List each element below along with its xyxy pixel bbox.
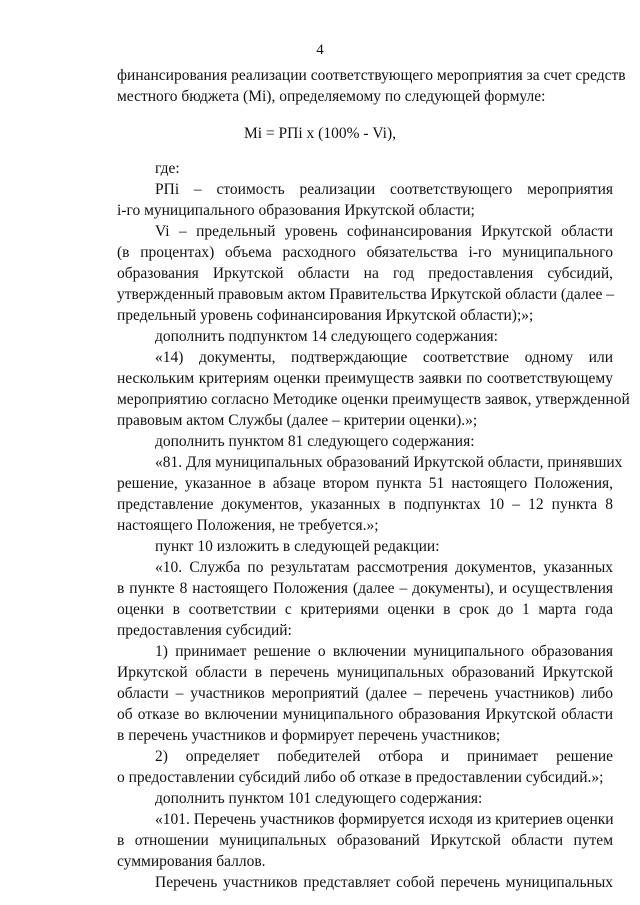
text-line: в перечень участников и формирует перечень участников; xyxy=(117,727,501,744)
text-line: о предоставлении субсидий либо об отказе в предоставлении субсидий.»; xyxy=(117,769,604,786)
text-line: представление документов, указанных в подпунктах 10 – 12 пункта 8 xyxy=(117,496,613,513)
text-line: (в процентах) объема расходного обязательства i-го муниципального xyxy=(117,244,613,261)
text-line: решение, указанное в абзаце втором пункта 51 настоящего Положения, xyxy=(117,475,613,492)
text-line: правовым актом Службы (далее – критерии оценки).»; xyxy=(117,412,478,429)
text-line: дополнить пунктом 101 следующего содержания: xyxy=(155,790,483,807)
text-line: Перечень участников представляет собой перечень муниципальных xyxy=(155,874,613,891)
text-line: утвержденный правовым актом Правительства Иркутской области (далее – xyxy=(117,286,615,303)
text-line: 2) определяет победителей отбора и принимает решение xyxy=(155,748,613,765)
text-line: дополнить подпунктом 14 следующего содержания: xyxy=(155,328,498,345)
text-line: «10. Служба по результатам рассмотрения документов, указанных xyxy=(155,559,613,576)
text-line: где: xyxy=(155,160,180,177)
text-line: нескольким критериям оценки преимуществ заявки по соответствующему xyxy=(117,370,613,387)
text-line: настоящего Положения, не требуется.»; xyxy=(117,517,379,534)
text-line: об отказе во включении муниципального образования Иркутской области xyxy=(117,706,613,723)
formula: Mi = РПi х (100% - Vi), xyxy=(243,125,397,142)
text-line: Иркутской области в перечень муниципальных образований Иркутской xyxy=(117,664,613,681)
text-line: i-го муниципального образования Иркутской области; xyxy=(117,202,475,219)
text-line: финансирования реализации соответствующего мероприятия за счет средств xyxy=(117,67,626,84)
text-line: предельный уровень софинансирования Иркутской области);»; xyxy=(117,307,534,324)
text-line: местного бюджета (Mi), определяемому по следующей формуле: xyxy=(117,88,546,105)
text-line: суммирования баллов. xyxy=(117,853,266,870)
page-number: 4 xyxy=(316,42,324,58)
text-line: дополнить пунктом 81 следующего содержания: xyxy=(155,433,475,450)
text-line: образования Иркутской области на год предоставления субсидий, xyxy=(117,265,613,282)
text-line: РПi – стоимость реализации соответствующего мероприятия xyxy=(155,181,613,198)
text-line: 1) принимает решение о включении муниципального образования xyxy=(155,643,613,660)
text-line: «101. Перечень участников формируется исходя из критериев оценки xyxy=(155,811,614,828)
text-line: мероприятию согласно Методике оценки преимуществ заявок, утвержденной xyxy=(117,391,630,408)
text-line: в отношении муниципальных образований Иркутской области путем xyxy=(117,832,613,849)
text-line: Vi – предельный уровень софинансирования Иркутской области xyxy=(155,223,613,240)
text-line: предоставления субсидий: xyxy=(117,622,292,639)
text-line: в пункте 8 настоящего Положения (далее – документы), и осуществления xyxy=(117,580,613,597)
text-line: «81. Для муниципальных образований Иркутской области, принявших xyxy=(155,454,623,471)
text-line: «14) документы, подтверждающие соответствие одному или xyxy=(155,349,613,366)
text-line: оценки в соответствии с критериями оценки в срок до 1 марта года xyxy=(117,601,613,618)
text-line: области – участников мероприятий (далее – перечень участников) либо xyxy=(117,685,613,702)
text-line: пункт 10 изложить в следующей редакции: xyxy=(155,538,440,555)
